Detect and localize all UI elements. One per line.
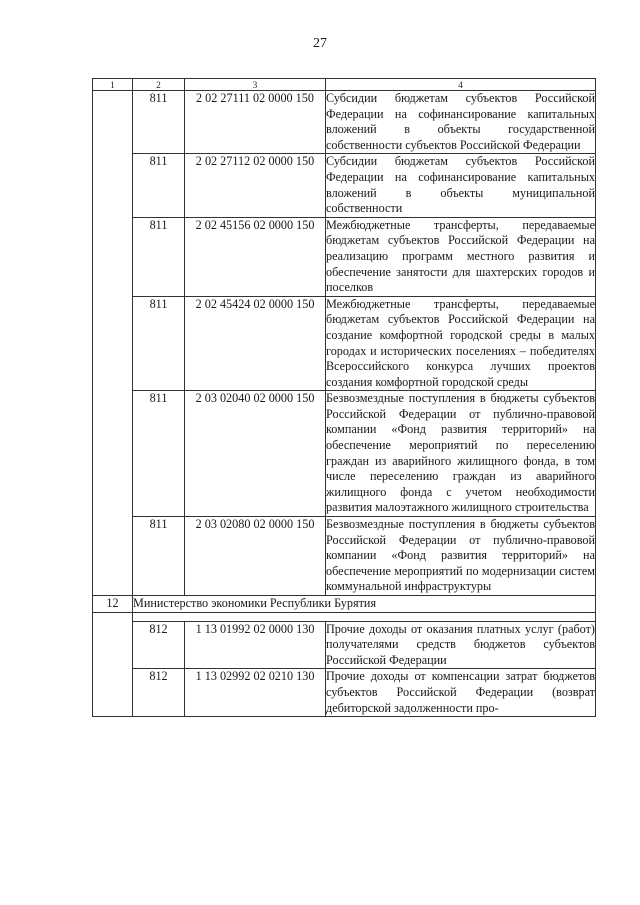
admin-code: 811 <box>133 217 185 296</box>
table-row <box>93 669 596 717</box>
column-number-4: 4 <box>326 79 596 91</box>
revenue-description: Межбюджетные трансферты, передаваемые бюджетам субъектов Российской Федерации на реализацию программ местного развития и обеспечение занятости для шахтерских городов и поселков <box>326 217 596 296</box>
revenue-codes-table <box>92 78 596 717</box>
table-row <box>93 154 596 217</box>
column-number-3: 3 <box>185 79 326 91</box>
admin-code: 811 <box>133 154 185 217</box>
revenue-code: 2 03 02040 02 0000 150 <box>185 391 326 517</box>
revenue-code: 1 13 02992 02 0210 130 <box>185 669 326 717</box>
table-body <box>93 91 596 717</box>
ministry-row <box>93 596 596 613</box>
table-row <box>93 621 596 669</box>
revenue-description: Межбюджетные трансферты, передаваемые бюджетам субъектов Российской Федерации на создание комфортной городской среды в малых городах и исторических поселениях – победителях Всероссийского конкурса лучших проектов создания комфортной городской среды <box>326 296 596 391</box>
revenue-description: Прочие доходы от компенсации затрат бюджетов субъектов Российской Федерации (возврат дебиторской задолженности про- <box>326 669 596 717</box>
admin-code: 812 <box>133 669 185 717</box>
admin-code: 811 <box>133 517 185 596</box>
revenue-code: 2 03 02080 02 0000 150 <box>185 517 326 596</box>
table-row <box>93 217 596 296</box>
revenue-description: Прочие доходы от оказания платных услуг (работ) получателями средств бюджетов субъектов Российской Федерации <box>326 621 596 669</box>
revenue-description: Субсидии бюджетам субъектов Российской Федерации на софинансирование капитальных вложений в объекты государственной собственности субъектов Российской Федерации <box>326 91 596 154</box>
revenue-code: 2 02 27112 02 0000 150 <box>185 154 326 217</box>
admin-code: 812 <box>133 621 185 669</box>
table-row <box>93 391 596 517</box>
admin-code: 811 <box>133 296 185 391</box>
revenue-description: Безвозмездные поступления в бюджеты субъектов Российской Федерации от публично-правовой компании «Фонд развития территорий» на обеспечение мероприятий по модернизации систем коммунальной инфраструктуры <box>326 517 596 596</box>
revenue-code: 2 02 45156 02 0000 150 <box>185 217 326 296</box>
column-number-row <box>93 79 596 91</box>
group-spacer-cell <box>93 91 133 596</box>
ministry-number: 12 <box>93 596 133 613</box>
page-number: 27 <box>313 36 327 51</box>
blank-cell <box>133 612 596 621</box>
revenue-description: Безвозмездные поступления в бюджеты субъектов Российской Федерации от публично-правовой компании «Фонд развития территорий» на обеспечение мероприятий по переселению граждан из аварийного жилищного фонда, в том числе переселению граждан из аварийного жилищного фонда с учетом необходимости развития малоэтажного жилищного строительства <box>326 391 596 517</box>
blank-row <box>93 612 596 621</box>
table-row <box>93 517 596 596</box>
admin-code: 811 <box>133 91 185 154</box>
group-spacer-cell <box>93 612 133 717</box>
revenue-code: 1 13 01992 02 0000 130 <box>185 621 326 669</box>
column-number-2: 2 <box>133 79 185 91</box>
ministry-name: Министерство экономики Республики Бурятия <box>133 596 596 613</box>
column-number-1: 1 <box>93 79 133 91</box>
admin-code: 811 <box>133 391 185 517</box>
revenue-code: 2 02 45424 02 0000 150 <box>185 296 326 391</box>
revenue-description: Субсидии бюджетам субъектов Российской Федерации на софинансирование капитальных вложений в объекты муниципальной собственности <box>326 154 596 217</box>
table-row <box>93 296 596 391</box>
table-row <box>93 91 596 154</box>
revenue-code: 2 02 27111 02 0000 150 <box>185 91 326 154</box>
